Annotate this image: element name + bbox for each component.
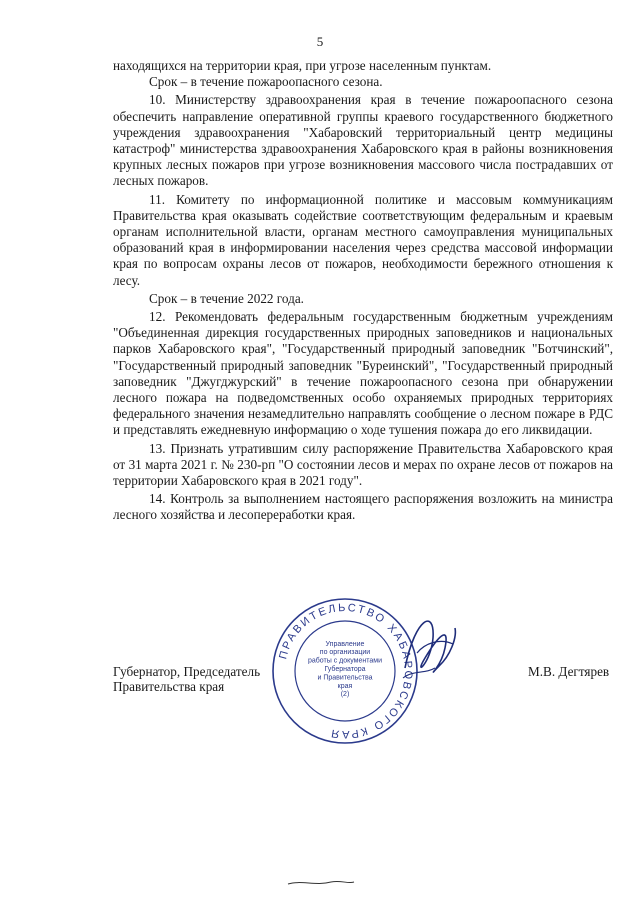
document-body [113, 58, 613, 524]
page-number: 5 [316, 34, 324, 49]
paragraph: 10. Министерству здравоохранения края в течение пожароопасного сезона обеспечить направление оперативной группы краевого государственного бюджетного учреждения здравоохранения "Хабаровский территориальный центр медицины катастроф" министерства здравоохранения Хабаровского края в районы возникновения крупных лесных пожаров при угрозе возникновения массового числа пострадавших от лесных пожаров. [113, 92, 613, 189]
paragraph: 13. Признать утратившим силу распоряжение Правительства Хабаровского края от 31 марта 2021 г. № 230-рп "О состоянии лесов и мерах по охране лесов от пожаров на территории Хабаровского края в 2021 году". [113, 440, 613, 489]
svg-text:Управление: Управление [325, 640, 365, 648]
paragraph: 11. Комитету по информационной политике и массовым коммуникациям Правительства края оказывать содействие соответствующим федеральным и краевым органам исполнительной власти, органам местного самоуправления муниципальных образований края в информировании населения через средства массовой информации края по вопросам охраны лесов от пожаров, необходимости бережного отношения к лесу. [113, 191, 613, 288]
signatory-title-line: Губернатор, Председатель [113, 664, 261, 679]
svg-text:и Правительства: и Правительства [317, 674, 373, 682]
paragraph: находящихся на территории края, при угрозе населенным пунктам. [113, 58, 492, 73]
paragraph: Срок – в течение 2022 года. [149, 290, 304, 306]
paragraph: 14. Контроль за выполнением настоящего распоряжения возложить на министра лесного хозяйства и лесопереработки края. [113, 491, 613, 523]
svg-text:по организации: по организации [319, 649, 371, 657]
signatory-name: М.В. Дегтярев [528, 664, 610, 679]
scan-mark [286, 876, 356, 895]
paragraph: Срок – в течение пожароопасного сезона. [149, 74, 383, 90]
svg-text:края: края [337, 682, 353, 690]
svg-text:(2): (2) [340, 691, 350, 699]
signatory-title [113, 664, 260, 694]
paragraph: 12. Рекомендовать федеральным государственным бюджетным учреждениям "Объединенная дирекция государственных природных заповедников и национальных парков Хабаровского края", "Государственный природный заповедник "Ботчинский", "Государственный природный заповедник "Буреинский", "Государственный природный заповедник "Джугджурский" в течение пожароопасного сезона при обнаружении лесного пожара на подведомственных особо охраняемых природных территориях федерального значения незамедлительно направлять сообщение о лесном пожаре в РДС и представлять ежедневную информацию о ходе тушения пожара до его ликвидации. [113, 309, 613, 438]
svg-text:ПРАВИТЕЛЬСТВО ХАБАРОВСКОГО КРА: ПРАВИТЕЛЬСТВО ХАБАРОВСКОГО КРАЯ [277, 601, 415, 741]
signatory-title-line: Правительства края [113, 679, 225, 694]
svg-text:Губернатора: Губернатора [324, 666, 366, 673]
svg-text:работы с документами: работы с документами [307, 657, 383, 665]
handwritten-signature [395, 608, 465, 693]
